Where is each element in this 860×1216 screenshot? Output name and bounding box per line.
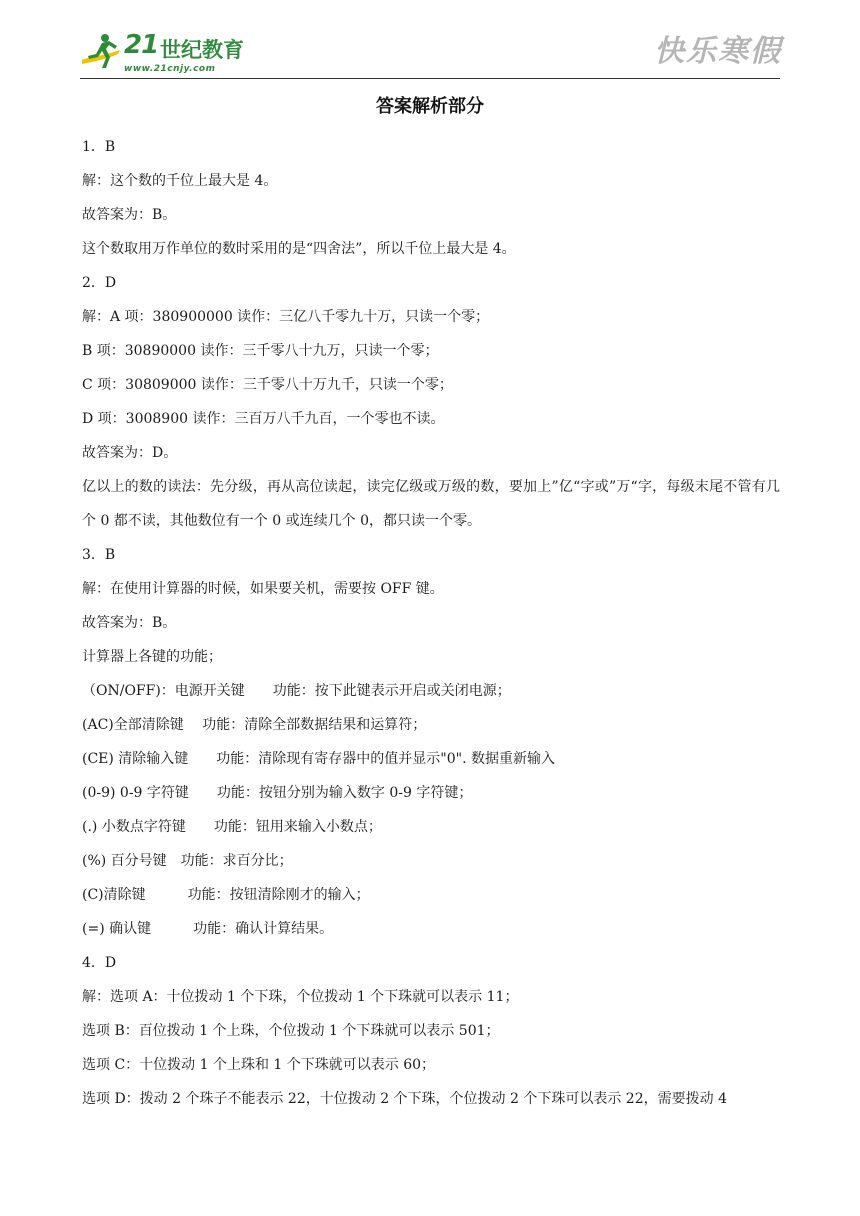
answer-line: (C)清除键 功能：按钮清除刚才的输入； [82,887,370,903]
answer-paragraph: 亿以上的数的读法：先分级，再从高位读起，读完亿级或万级的数，要加上”亿“字或”万“字，每级末尾不管有几个 0 都不读，其他数位有一个 0 或连续几个 0，都只读一个零。 [82,479,780,529]
answer-line: B 项：30890000 读作：三千零八十九万，只读一个零； [82,343,439,359]
answer-line: 选项 C：十位拨动 1 个上珠和 1 个下珠就可以表示 60； [82,1057,436,1073]
answer-line: (=) 确认键 功能：确认计算结果。 [82,921,334,937]
answer-line: 解：在使用计算器的时候，如果要关机，需要按 OFF 键。 [82,581,444,597]
logo-21cnjy [78,26,258,78]
answer-line: (AC)全部清除键 功能：清除全部数据结果和运算符； [82,717,427,733]
answer-content [82,130,780,1116]
header-divider [80,78,780,79]
logo-brand-name: 世纪教育 [160,38,244,62]
answer-line: 故答案为：D。 [82,445,178,461]
logo-right-text: 快乐寒假 [654,34,782,69]
answer-line: (CE) 清除输入键 功能：清除现有寄存器中的值并显示"0". 数据重新输入 [82,751,555,767]
answer-line: 4．D [82,955,117,971]
answer-line: 故答案为：B。 [82,207,177,223]
answer-line: 故答案为：B。 [82,615,177,631]
answer-line: C 项：30809000 读作：三千零八十万九千，只读一个零； [82,377,453,393]
logo-number: 21 [124,30,159,60]
answer-line: 3．B [82,547,116,563]
answer-line: D 项：3008900 读作：三百万八千九百，一个零也不读。 [82,411,445,427]
runner-icon [78,30,122,74]
answer-line: 选项 B：百位拨动 1 个上珠，个位拨动 1 个下珠就可以表示 501； [82,1023,500,1039]
answer-line: (0-9) 0-9 字符键 功能：按钮分别为输入数字 0-9 字符键； [82,785,473,801]
answer-line: 解：这个数的千位上最大是 4。 [82,173,278,189]
answer-line: (%) 百分号键 功能：求百分比； [82,853,293,869]
answer-line: 解：选项 A：十位拨动 1 个下珠，个位拨动 1 个下珠就可以表示 11； [82,989,519,1005]
answer-line: （ON/OFF)：电源开关键 功能：按下此键表示开启或关闭电源； [82,683,511,699]
answer-line: 这个数取用万作单位的数时采用的是“四舍法”，所以千位上最大是 4。 [82,241,516,257]
answer-line: (.) 小数点字符键 功能：钮用来输入小数点； [82,819,382,835]
logo-url: www.21cnjy.com [124,64,216,74]
page-title: 答案解析部分 [376,96,484,117]
logo-winter-holiday [648,22,782,74]
answer-line: 1．B [82,139,116,155]
answer-line: 选项 D：拨动 2 个珠子不能表示 22，十位拨动 2 个下珠，个位拨动 2 个下珠可以表示 22，需要拨动 4 [82,1091,727,1107]
answer-line: 2．D [82,275,117,291]
answer-line: 计算器上各键的功能； [82,649,222,665]
answer-line: 解：A 项：380900000 读作：三亿八千零九十万，只读一个零； [82,309,490,325]
page-header [0,0,860,82]
